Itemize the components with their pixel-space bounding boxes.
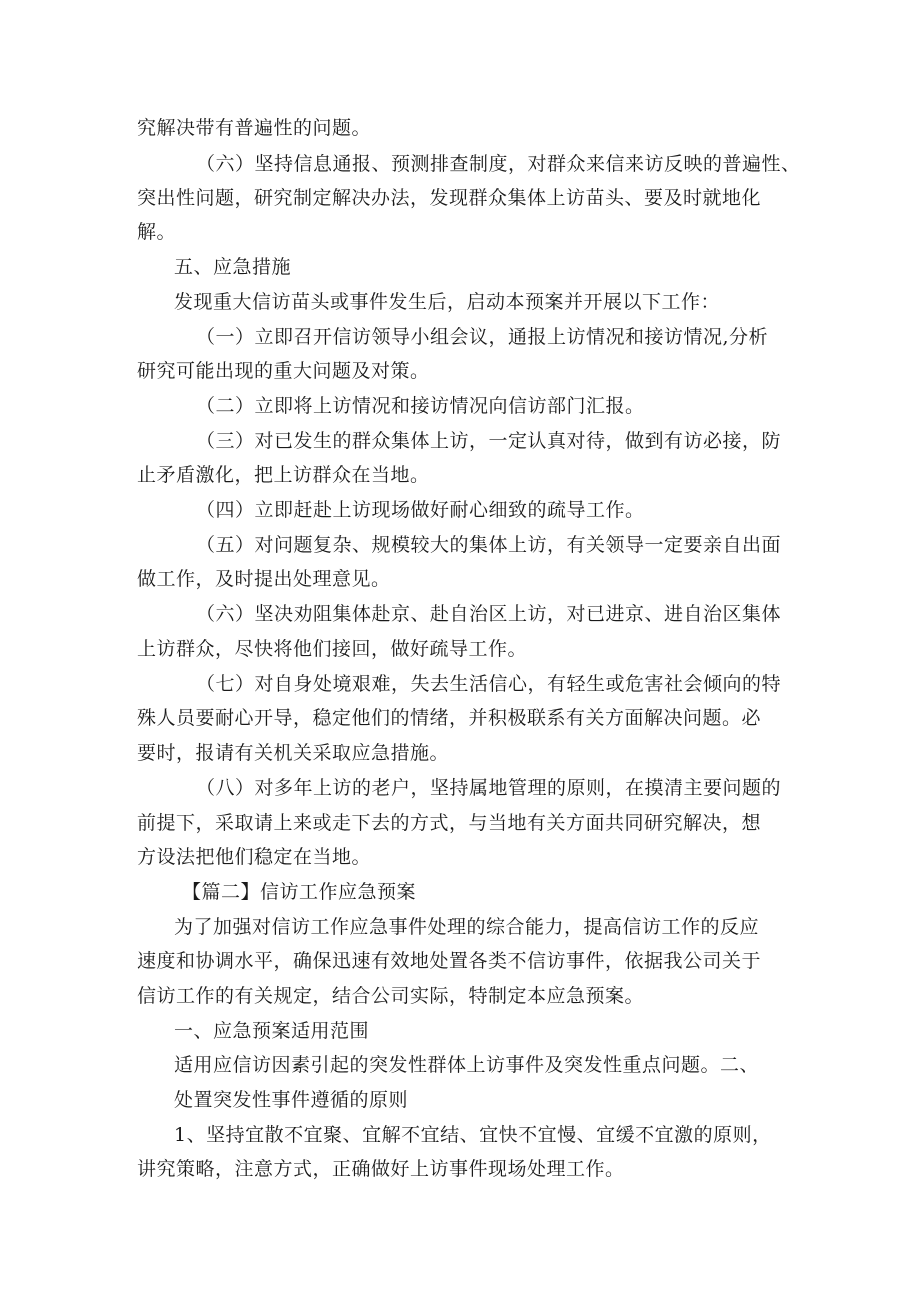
text-line: （八）对多年上访的老户，坚持属地管理的原则，在摸清主要问题的 [196, 777, 782, 799]
text-line: （六）坚决劝阻集体赴京、赴自治区上访，对已进京、进自治区集体 [196, 603, 782, 625]
text-line: （七）对自身处境艰难，失去生活信心，有轻生或危害社会倾向的特 [196, 673, 782, 695]
text-line: （二）立即将上访情况和接访情况向信访部门汇报。 [196, 395, 645, 417]
text-line: 为了加强对信访工作应急事件处理的综合能力，提高信访工作的反应 [174, 916, 760, 938]
text-line: 止矛盾激化，把上访群众在当地。 [137, 464, 430, 486]
text-line: 殊人员要耐心开导，稳定他们的情绪，并积极联系有关方面解决问题。必 [137, 707, 762, 729]
text-line: 上访群众，尽快将他们接回，做好疏导工作。 [137, 638, 528, 660]
text-line: 方设法把他们稳定在当地。 [137, 846, 372, 868]
text-line: （三）对已发生的群众集体上访，一定认真对待，做到有访必接，防 [196, 430, 782, 452]
text-line: （一）立即召开信访领导小组会议，通报上访情况和接访情况,分析 [196, 326, 769, 348]
text-line: 信访工作的有关规定，结合公司实际，特制定本应急预案。 [137, 985, 645, 1007]
text-line: 前提下，采取请上来或走下去的方式，与当地有关方面共同研究解决，想 [137, 812, 762, 834]
text-line: 解。 [137, 221, 177, 243]
text-line: 究解决带有普遍性的问题。 [137, 117, 372, 139]
text-line: 处置突发性事件遵循的原则 [174, 1089, 409, 1111]
text-line: （五）对问题复杂、规模较大的集体上访，有关领导一定要亲自出面 [196, 534, 782, 556]
text-line: （四）立即赶赴上访现场做好耐心细致的疏导工作。 [196, 499, 645, 521]
text-line: 突出性问题，研究制定解决办法，发现群众集体上访苗头、要及时就地化 [137, 187, 762, 209]
text-line: （六）坚持信息通报、预测排查制度，对群众来信来访反映的普遍性、 [196, 153, 801, 175]
text-line: 讲究策略，注意方式，正确做好上访事件现场处理工作。 [137, 1158, 625, 1180]
text-line: 研究可能出现的重大问题及对策。 [137, 360, 430, 382]
text-line: 做工作，及时提出处理意见。 [137, 568, 391, 590]
text-line: 1、坚持宜散不宜聚、宜解不宜结、宜快不宜慢、宜缓不宜激的原则， [174, 1124, 772, 1146]
text-line: 速度和协调水平，确保迅速有效地处置各类不信访事件，依据我公司关于 [137, 950, 762, 972]
text-line: 发现重大信访苗头或事件发生后，启动本预案并开展以下工作： [174, 291, 721, 313]
section-heading: 五、应急措施 [174, 256, 292, 278]
section-heading: 【篇二】信访工作应急预案 [182, 881, 417, 903]
text-line: 要时，报请有关机关采取应急措施。 [137, 742, 450, 764]
section-heading: 一、应急预案适用范围 [174, 1020, 370, 1042]
text-line: 适用应信访因素引起的突发性群体上访事件及突发性重点问题。二、 [174, 1054, 760, 1076]
